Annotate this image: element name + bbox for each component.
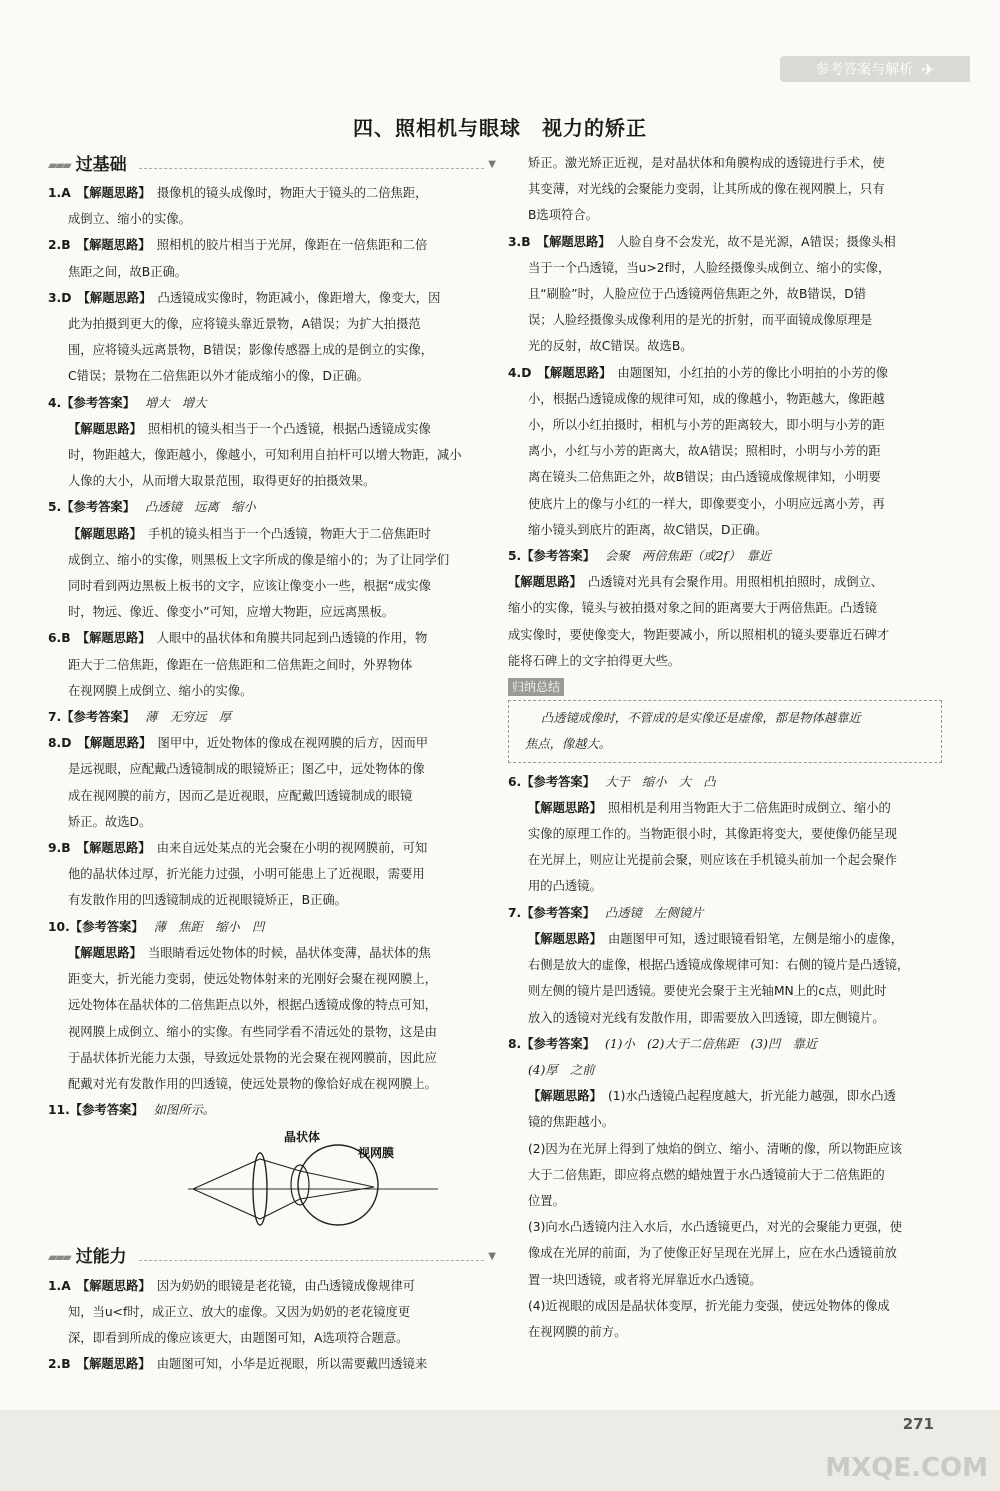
summary-box: 凸透镜成像时，不管成的是实像还是虚像，都是物体越靠近 焦点，像越大。 <box>508 700 942 762</box>
answer-item: 2.B 【解题思路】 由题图可知，小华是近视眼，所以需要戴凹透镜来 <box>48 1357 428 1372</box>
page-number: 271 <box>902 1415 934 1433</box>
answer-item: 9.B 【解题思路】 由来自远处某点的光会聚在小明的视网膜前，可知 他的晶状体过厚，折光能力过强，小明可能患上了近视眼，需要用 有发散作用的凹透镜制成的近视眼镜矫正，B正确。 <box>48 841 428 908</box>
answer-item: 8.D 【解题思路】 图甲中，近处物体的像成在视网膜的后方，因而甲 是远视眼，应配戴凸透镜制成的眼镜矫正；图乙中，远处物体的像 成在视网膜的前方，因而乙是近视眼，应配戴凹透镜制成的眼镜 矫正。故选D。 <box>48 736 429 829</box>
answer-item: 6.B 【解题思路】 人眼中的晶状体和角膜共同起到凸透镜的作用，物 距大于二倍焦距，像距在一倍焦距和二倍焦距之间时，外界物体 在视网膜上成倒立、缩小的实像。 <box>48 631 428 698</box>
left-column <box>48 150 496 1377</box>
answer-item: 11.【参考答案】 如图所示。 晶状体 视网膜 <box>48 1097 496 1236</box>
summary-block <box>508 674 956 763</box>
summary-label: 归纳总结 <box>508 678 564 696</box>
answer-item: 4.D 【解题思路】 由题图知，小红拍的小芳的像比小明拍的小芳的像 小，根据凸透镜成像的规律可知，成的像越小，物距越大，像距越 小，所以小红拍摄时，相机与小芳的距离较大，即小明与小芳的距 离小，小红与小芳的距离大，故A错误；照相时，小明与小芳的距 离在镜头二倍焦距之外，故B错误；由凸透镜成像规律知，小明要 使底片上的像与小红的一样大，即像要变小，小明应远离小芳，再 缩小镜头到底片的距离，故C错误，D正确。 <box>508 365 889 537</box>
chevron-down-icon: ▼ <box>488 1251 496 1263</box>
answer-item: 3.B 【解题思路】 人脸自身不会发光，故不是光源，A错误；摄像头相 当于一个凸透镜，当u>2f时，人脸经摄像头成倒立、缩小的实像， 且“刷脸”时，人脸应位于凸透镜两倍焦距之外，故B错误，D错 误；人脸经摄像头成像利用的是光的折射，而平面镜成像原理是 光的反射，故C错误。故选B。 <box>508 234 896 354</box>
answer-item: 1.A 【解题思路】 因为奶奶的眼镜是老花镜，由凸透镜成像规律可 知，当u<f时，成正立、放大的虚像。又因为奶奶的老花镜度更 深，即看到所成的像应该更大，由题图可知，A选项符合题意。 <box>48 1278 416 1345</box>
section-basic: ▰▰▰ 过基础 ▼ <box>48 150 496 180</box>
answer-item: 1.A 【解题思路】 摄像机的镜头成像时，物距大于镜头的二倍焦距， 成倒立、缩小的实像。 <box>48 186 428 227</box>
header-tab <box>780 56 970 82</box>
section-icon: ▰▰▰ <box>48 157 70 172</box>
answer-item: 7.【参考答案】 薄 无穷远 厚 <box>48 710 232 725</box>
answer-item: 6.【参考答案】 大于 缩小 大 凸 【解题思路】 照相机是利用当物距大于二倍焦距时成倒立、缩小的 实像的原理工作的。当物距很小时，其像距将变大，要使像仍能呈现 在光屏上，则应让光提前会聚，则应该在手机镜头前加一个起会聚作 用的凸透镜。 <box>508 774 897 894</box>
answer-item: 3.D 【解题思路】 凸透镜成实像时，物距减小，像距增大，像变大，因 此为拍摄到更大的像，应将镜头靠近景物，A错误；为扩大拍摄范 围，应将镜头远离景物，B错误；影像传感器上成的是倒立的实像， C错误；景物在二倍焦距以外才能成缩小的像，D正确。 <box>48 290 441 384</box>
lens-label: 晶状体 <box>284 1130 321 1145</box>
watermark: MXQE.COM <box>825 1453 988 1483</box>
eye-lens-diagram <box>188 1127 448 1227</box>
answer-item: 4.【参考答案】 增大 增大 【解题思路】 照相机的镜头相当于一个凸透镜，根据凸透镜成实像 时，物距越大，像距越小，像越小，可知利用自拍杆可以增大物距，减小 人像的大小，从而增大取景范围，取得更好的拍摄效果。 <box>48 395 462 489</box>
answer-item: 5.【参考答案】 会聚 两倍焦距（或2f） 靠近 【解题思路】 凸透镜对光具有会聚作用。用照相机拍照时，成倒立、 缩小的实像，镜头与被拍摄对象之间的距离要大于两倍焦距。凸透镜 成实像时，要使像变大，物距要减小，所以照相机的镜头要靠近石碑才 能将石碑上的文字拍得更大些。 <box>508 549 890 668</box>
rocket-icon: ✈ <box>921 59 935 79</box>
answer-item: 5.【参考答案】 凸透镜 远离 缩小 【解题思路】 手机的镜头相当于一个凸透镜，物距大于二倍焦距时 成倒立、缩小的实像，则黑板上文字所成的像是缩小的；为了让同学们 同时看到两边黑板上板书的文字，应该让像变小一些，根据“成实像 时，物远、像近、像变小”可知，应增大物距，应远离黑板。 <box>48 500 450 620</box>
section-icon: ▰▰▰ <box>48 1250 70 1265</box>
answer-item: 2.B 【解题思路】 照相机的胶片相当于光屏，像距在一倍焦距和二倍 焦距之间，故B正确。 <box>48 238 428 279</box>
answer-item: 8.【参考答案】 (1)小 (2)大于二倍焦距 (3)凹 靠近 (4)厚 之前 【解题思路】 (1)水凸透镜凸起程度越大，折光能力越强，即水凸透 镜的焦距越小。 (2)因为在光屏上得到了烛焰的倒立、缩小、清晰的像，所以物距应该 大于二倍焦距，即应将点燃的蜡烛置于水凸透镜前大于二倍焦距的 位置。 (3)向水凸透镜内注入水后，水凸透镜更凸，对光的会聚能力更强，使 像成在光屏的前面，为了使像正好呈现在光屏上，应在水凸透镜前放 置一块凹透镜，或者将光屏靠近水凸透镜。 (4)近视眼的成因是晶状体变厚，折光能力变强，使远处物体的像成 在视网膜的前方。 <box>508 1036 903 1339</box>
page-title: 四、照相机与眼球 视力的矫正 <box>353 116 647 140</box>
chevron-down-icon: ▼ <box>488 158 496 170</box>
section-ability: ▰▰▰ 过能力 ▼ <box>48 1243 496 1273</box>
retina-label: 视网膜 <box>358 1146 395 1161</box>
answer-item: 10.【参考答案】 薄 焦距 缩小 凹 【解题思路】 当眼睛看远处物体的时候，晶状体变薄，晶状体的焦 距变大，折光能力变弱，使远处物体射来的光刚好会聚在视网膜上， 远处物体在晶状体的二倍焦距点以外，根据凸透镜成像的特点可知， 视网膜上成倒立、缩小的实像。有些同学看不清远处的景物，这是由 于晶状体折光能力太强，导致远处景物的光会聚在视网膜前，因此应 配戴对光有发散作用的凹透镜，使远处景物的像恰好成在视网膜上。 <box>48 919 437 1091</box>
header-tab-label: 参考答案与解析 <box>815 62 914 78</box>
right-column: 矫正。激光矫正近视，是对晶状体和角膜构成的透镜进行手术，使 其变薄，对光线的会聚能力变弱，让其所成的像在视网膜上，只有 B选项符合。 3.B 【解题思路】 人脸自身不会发光，故不是光源，A错误；摄像头相 当于一个凸透镜，当u>2f时，人脸经摄像头成倒立、缩小的实像， 且“刷脸”时，人脸应位于凸透镜两倍焦距之外，故B错误，D错 误；人脸经摄像头成像利用的是光的折射，而平面镜成像原理是 光的反射，故C错误。故选B。 4.D 【解题思路】 由题图知，小红拍的小芳的像比小明拍的小芳的像 小，根据凸透镜成像的规律可知，成的像越小，物距越大，像距越 小，所以小红拍摄时，相机与小芳的距离较大，即小明与小芳的距 离小，小红与小芳的距离大，故A错误；照相时，小明与小芳的距 离在镜头二倍焦距之外，故B错误；由凸透镜成像规律知，小明要 使底片上的像与小红的一样大，即像要变小，小明应远离小芳，再 缩小镜头到底片的距离，故C错误，D正确。 5.【参考答案】 会聚 两倍焦距（或2f） 靠近 【解题思路】 凸透镜对光具有会聚作用。用照相机拍照时，成倒立、 缩小的实像，镜头与被拍摄对象之间的距离要大于两倍焦距。凸透镜 成实像时，要使像变大，物距要减小，所以照相机的镜头要靠近石碑才 能将石碑上的文字拍得更大些。 归纳总结 凸透镜成像时，不管成的是实像还是虚像，都是物体越靠近 焦点，像越大。 6.【参考答案】 大于 缩小 大 凸 【解题思路】 照相机是利用当物距大于二倍焦距时成倒立、缩小的 实像的原理工作的。当物距很小时，其像距将变大，要使像仍能呈现 在光屏上，则应让光提前会聚，则应该在手机镜头前加一个起会聚作 用的凸透镜。 7.【参考答案】 凸透镜 左侧镜片 【解题思路】 由题图甲可知，透过眼镜看铅笔，左侧是缩小的虚像， 右侧是放大的虚像，根据凸透镜成像规律可知：右侧的镜片是凸透镜， 则左侧的镜片是凹透镜。要使光会聚于主光轴MN上的c点，则此时 放入的透镜对光线有发散作用，即需要放入凹透镜，即左侧镜片。 8.【参考答案】 (1)小 (2)大于二倍焦距 (3)凹 靠近 (4)厚 之前 【解题思路】 (1)水凸透镜凸起程度越大，折光能力越强，即水凸透 镜的焦距越小。 (2)因为在光屏上得到了烛焰的倒立、缩小、清晰的像，所以物距应该 大于二倍焦距，即应将点燃的蜡烛置于水凸透镜前大于二倍焦距的 位置。 (3)向水凸透镜内注入水后，水凸透镜更凸，对光的会聚能力更强，使 像成在光屏的前面，为了使像正好呈现在光屏上，应在水凸透镜前放 置一块凹透镜，或者将光屏靠近水凸透镜。 (4)近视眼的成因是晶状体变厚，折光能力变强，使远处物体的像成 在视网膜的前方。 <box>508 150 956 1345</box>
answer-item: 7.【参考答案】 凸透镜 左侧镜片 【解题思路】 由题图甲可知，透过眼镜看铅笔，左侧是缩小的虚像， 右侧是放大的虚像，根据凸透镜成像规律可知：右侧的镜片是凸透镜， 则左侧的镜片是凹透镜。要使光会聚于主光轴MN上的c点，则此时 放入的透镜对光线有发散作用，即需要放入凹透镜，即左侧镜片。 <box>508 905 910 1025</box>
